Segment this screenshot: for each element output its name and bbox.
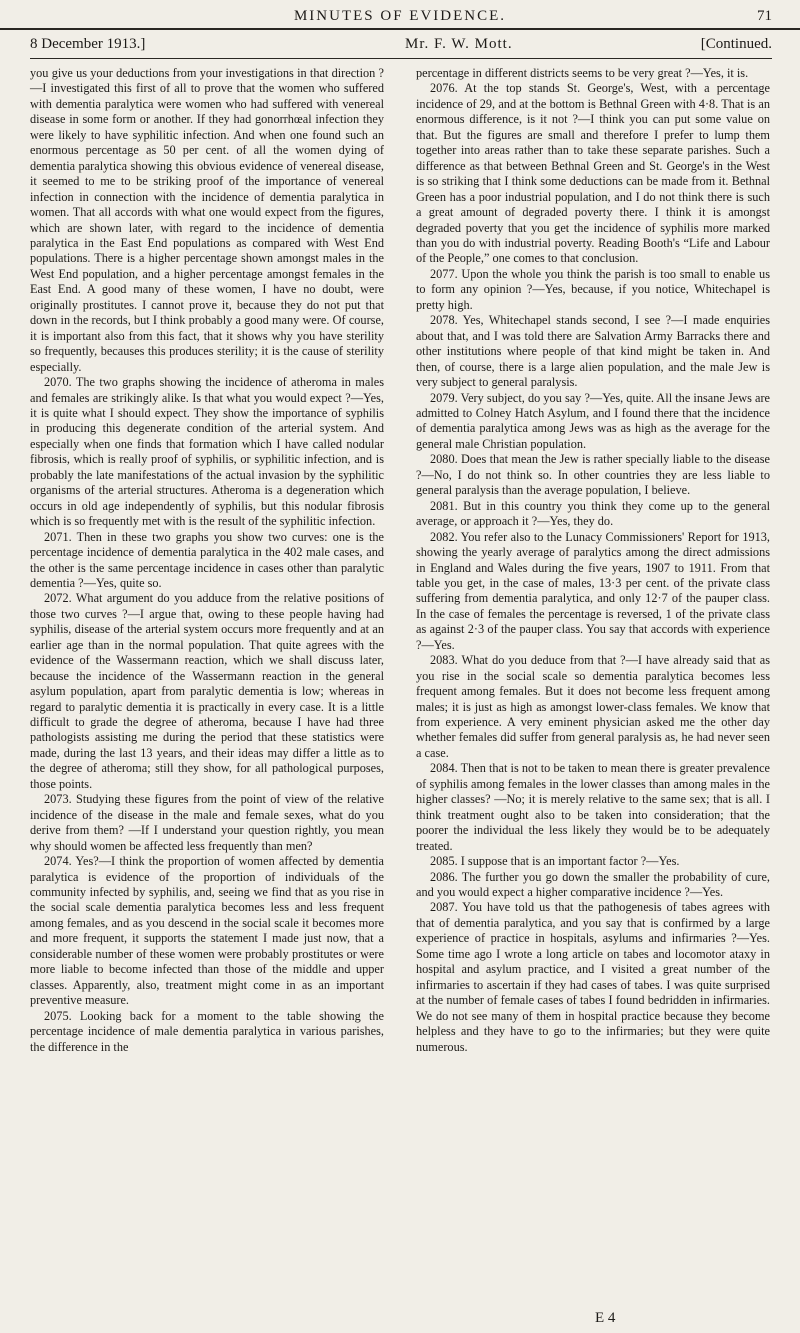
paragraph: 2086. The further you go down the smaller the probability of cure, and you would expect a higher comparative incidence ?—Yes.	[416, 869, 770, 900]
paragraph: 2079. Very subject, do you say ?—Yes, quite. All the insane Jews are admitted to Colney Hatch Asylum, and I found there that the incidence of dementia paralytica among Jews was as high as the average for the general male Christian population.	[416, 390, 770, 451]
paragraph: 2084. Then that is not to be taken to mean there is greater prevalence of syphilis among females in the lower classes than among males in the higher classes? —No; it is merely relative to the same sex; that is all. I think treatment ought also to be taken into consideration; that the poorer the individual the less likely they would be to be adequately treated.	[416, 761, 770, 853]
paragraph: 2078. Yes, Whitechapel stands second, I see ?—I made enquiries about that, and I was told there are Salvation Army Barracks there and other institutions where people of that kind might be taken in. And then, of course, there is a large alien population, and the male Jew is very subject to general paralysis.	[416, 313, 770, 390]
paragraph: 2085. I suppose that is an important factor ?—Yes.	[430, 854, 680, 869]
paragraph: 2075. Looking back for a moment to the table showing the percentage incidence of male dementia paralytica in various parishes, the difference in the	[30, 1008, 384, 1054]
paragraph: 2083. What do you deduce from that ?—I have already said that as you rise in the social scale so dementia paralytica becomes less frequent among females. But it does not become less frequent among males; it is just as high as amongst lower-class females. We know that from experience. A very eminent physician asked me the other day whether females did suffer from general paralysis as, he had never seen a case.	[416, 653, 770, 760]
sitting-date: 8 December 1913.]	[30, 36, 146, 52]
paragraph: 2077. Upon the whole you think the parish is too small to enable us to form any opinion ?—Yes, because, if you notice, Whitechapel is pretty high.	[416, 266, 770, 312]
paragraph: 2082. You refer also to the Lunacy Commissioners' Report for 1913, showing the yearly average of paralytics among the direct admissions in England and Wales during the five years, 1907 to 1911. From that table you get, in the case of males, 13·3 per cent. of the private class suffering from dementia paralytica, and only 12·7 of the pauper class. In the case of females the percentage is reversed, 1 of the private class as against 2·3 of the pauper class. You say that accords with experience ?—Yes.	[416, 529, 770, 652]
paragraph: 2070. The two graphs showing the incidence of atheroma in males and females are strikingly alike. Is that what you would expect ?—Yes, it is quite what I should expect. They show the importance of syphilis in producing this degenerate condition of the arterial system. And especially when one finds that formation which I have called nodular fibrosis, which is really proof of syphilis, or syphilitic infection, and is probably the late manifestations of the actual invasion by the syphilitic organisms of the arterial structures. Atheroma is a degeneration which occurs in old age independently of syphilis, but this nodular fibrosis which is so frequently met with is the result of the syphilitic infection.	[30, 375, 384, 529]
witness-name: Mr. F. W. Mott.	[405, 36, 513, 52]
paragraph: you give us your deductions from your investigations in that direction ?—I investigated this first of all to prove that the women who suffered with dementia paralytica were women who had suffered with venereal disease in some form or another. If they had gonorrhœal infection they were likely to have syphilitic infection. And when one found such an enormous percentage as 50 per cent. of all the women dying of dementia paralytica showing this obvious evidence of venereal disease, it seemed to me to be striking proof of the importance of venereal infection in connection with the incidence of dementia paralytica in women. That all accords with what one would expect from the figures, which are shown later, with regard to the incidence of dementia paralytica in the East End populations as compared with West End populations. There is a higher percentage shown amongst males in the West End population, and a higher percentage amongst females in the East End. A good many of these women, I have no doubt, were originally prostitutes. I cannot prove it, because they do not put that down in the records, but I think probably a good many were. Of course, it is important also from this fact, that it shows why you have sterility so frequently, becauses this produces sterility; it is the cause of sterility especially.	[30, 66, 384, 374]
paragraph: 2087. You have told us that the pathogenesis of tabes agrees with that of dementia paralytica, and you say that is confirmed by a large experience of practice in hospitals, asylums and infirmaries ?—Yes. Some time ago I wrote a long article on tabes and locomotor ataxy in hospital and asylum practice, and I visited a great number of the infirmaries to ascertain if they had cases of tabes. I was quite surprised at the number of female cases of tabes I found bedridden in infirmaries. We do not see many of them in hospital practice because they become helpless and they have to go to the infirmaries; but they were quite numerous.	[416, 900, 770, 1054]
header-rule	[0, 28, 800, 30]
header-row	[30, 36, 772, 56]
right-column	[416, 66, 770, 1055]
paragraph: 2076. At the top stands St. George's, West, with a percentage incidence of 29, and at the bottom is Bethnal Green with 4·8. That is an enormous difference, is it not ?—I think you can put some value on that. But the figures are small and therefore I prefer to lump them together into areas rather than to take these separate parishes. Such a difference as that between Bethnal Green and St. George's in the West is so striking that I think some deductions can be made from it. Bethnal Green has a poor industrial population, and I do not think there is such a great amount of degraded poverty there. I think it is amongst degraded poverty that you get the incidence of syphilis more marked than you do with industrial poverty. Reading Booth's “Life and Labour of the People,” one comes to that conclusion.	[416, 81, 770, 266]
continued-label: [Continued.	[700, 36, 772, 52]
signature-mark: E 4	[595, 1310, 616, 1326]
paragraph: 2071. Then in these two graphs you show two curves: one is the percentage incidence of dementia paralytica in the 402 male cases, and the other is the same percentage incidence in cases other than paralytic dementia ?—Yes, quite so.	[30, 529, 384, 590]
left-column	[30, 66, 384, 1055]
paragraph: 2073. Studying these figures from the point of view of the relative incidence of the disease in the male and female sexes, what do you derive from them? —If I understand your question rightly, you mean why should women be affected less frequently than men?	[30, 792, 384, 853]
paragraph: 2080. Does that mean the Jew is rather specially liable to the disease ?—No, I do not think so. In other countries they are less liable to general paralysis than the average population, I believe.	[416, 452, 770, 498]
paragraph: 2081. But in this country you think they come up to the general average, or approach it ?—Yes, they do.	[416, 498, 770, 529]
paragraph: 2072. What argument do you adduce from the relative positions of those two curves ?—I argue that, owing to these people having had syphilis, disease of the arterial system occurs more frequently and at an earlier age than in the normal population. That quite agrees with the evidence of the Wassermann reaction, which we shall discuss later, because the incidence of the Wassermann reaction in the general asylum population, apart from paralytic dementia is low; whereas in regard to paralytic dementia it is practically in every case. It is a little difficult to grade the degree of atheroma, because I have had three pathologists assisting me during the period that these statistics were made, during the last 13 years, and their ideas may differ a little as to the degree of atheroma; still they show, for all pathological purposes, those points.	[30, 591, 384, 791]
subheader-rule	[30, 58, 772, 59]
paragraph: percentage in different districts seems to be very great ?—Yes, it is.	[416, 66, 749, 80]
page-number: 71	[757, 8, 772, 24]
running-title: MINUTES OF EVIDENCE.	[293, 8, 507, 24]
paragraph: 2074. Yes?—I think the proportion of women affected by dementia paralytica is evidence of the proportion of individuals of the community infected by syphilis, and, seeing we find that as you rise in the social scale dementia paralytica becomes less and less frequent among females, and as you descend in the social scale it becomes more and more frequent, it supports the statement I made just now, that a considerable number of these women were probably prostitutes or were more liable to become infected than those of the middle and upper classes. Apparently, also, treatment might come in as an important preventive measure.	[30, 854, 384, 1008]
